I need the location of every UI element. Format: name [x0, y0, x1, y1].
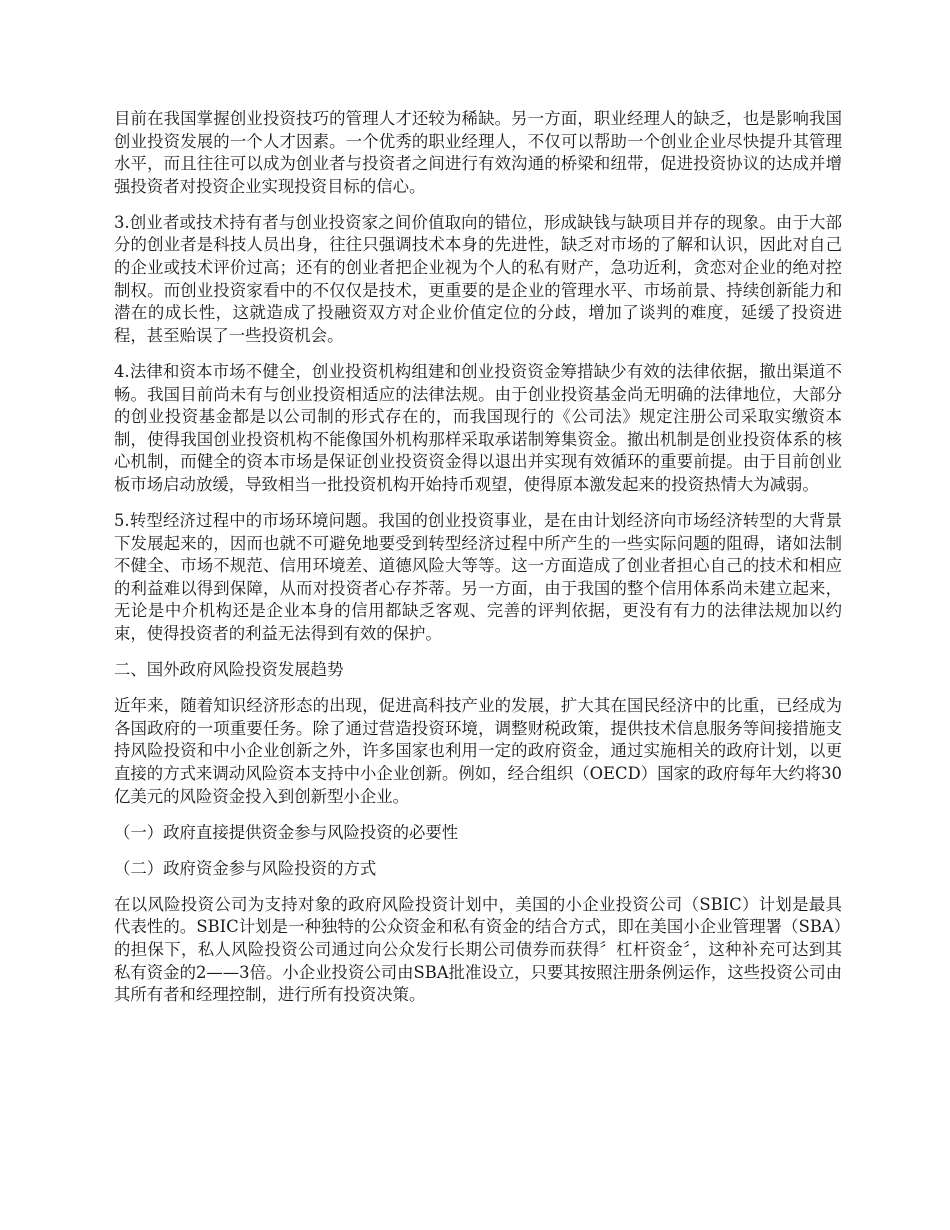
- subheading-methods: （二）政府资金参与风险投资的方式: [114, 858, 377, 878]
- paragraph-talent-shortage: 目前在我国掌握创业投资技巧的管理人才还较为稀缺。另一方面，职业经理人的缺乏，也是影响我国创业投资发展的一个人才因素。一个优秀的职业经理人，不仅可以帮助一个创业企业尽快提升其管理水平，而且往往可以成为创业者与投资者之间进行有效沟通的桥梁和纽带，促进投资协议的达成并增强投资者对投资企业实现投资目标的信心。: [114, 109, 842, 196]
- paragraph-sbic-program: 在以风险投资公司为支持对象的政府风险投资计划中，美国的小企业投资公司（SBIC）计划是最具代表性的。SBIC计划是一种独特的公众资金和私有资金的结合方式，即在美国小企业管理署（SBA）的担保下，私人风险投资公司通过向公众发行长期公司债券而获得〞杠杆资金〞，这种补充可达到其私有资金的2——3倍。小企业投资公司由SBA批准设立，只要其按照注册条例运作，这些投资公司由其所有者和经理控制，进行所有投资决策。: [114, 894, 842, 1005]
- subheading-necessity: （一）政府直接提供资金参与风险投资的必要性: [114, 822, 459, 842]
- paragraph-transition-economy: 5.转型经济过程中的市场环境问题。我国的创业投资事业，是在由计划经济向市场经济转型的大背景下发展起来的，因而也就不可避免地要受到转型经济过程中所产生的一些实际问题的阻碍，诸如法制不健全、市场不规范、信用环境差、道德风险大等等。这一方面造成了创业者担心自己的技术和相应的利益难以得到保障，从而对投资者心存芥蒂。另一方面，由于我国的整个信用体系尚未建立起来，无论是中介机构还是企业本身的信用都缺乏客观、完善的评判依据，更没有有力的法律法规加以约束，使得投资者的利益无法得到有效的保护。: [114, 511, 842, 643]
- paragraph-value-mismatch: 3.创业者或技术持有者与创业投资家之间价值取向的错位，形成缺钱与缺项目并存的现象。由于大部分的创业者是科技人员出身，往往只强调技术本身的先进性，缺乏对市场的了解和认识，因此对自己的企业或技术评价过高；还有的创业者把企业视为个人的私有财产，急功近利，贪恋对企业的绝对控制权。而创业投资家看中的不仅仅是技术，更重要的是企业的管理水平、市场前景、持续创新能力和潜在的成长性，这就造成了投融资双方对企业价值定位的分歧，增加了谈判的难度，延缓了投资进程，甚至贻误了一些投资机会。: [114, 212, 842, 345]
- section-heading: 二、国外政府风险投资发展趋势: [114, 660, 344, 680]
- paragraph-legal-capital-market: 4.法律和资本市场不健全，创业投资机构组建和创业投资资金筹措缺少有效的法律依据，撤出渠道不畅。我国目前尚未有与创业投资相适应的法律法规。由于创业投资基金尚无明确的法律地位，大部分的创业投资基金都是以公司制的形式存在的，而我国现行的《公司法》规定注册公司采取实缴资本制，使得我国创业投资机构不能像国外机构那样采取承诺制筹集资金。撤出机制是创业投资体系的核心机制，而健全的资本市场是保证创业投资资金得以退出并实现有效循环的重要前提。由于目前创业板市场启动放缓，导致相当一批投资机构开始持币观望，使得原本激发起来的投资热情大为减弱。: [114, 361, 842, 494]
- paragraph-foreign-trends: 近年来，随着知识经济形态的出现，促进高科技产业的发展，扩大其在国民经济中的比重，已经成为各国政府的一项重要任务。除了通过营造投资环境，调整财税政策，提供技术信息服务等间接措施支持风险投资和中小企业创新之外，许多国家也利用一定的政府资金，通过实施相关的政府计划，以更直接的方式来调动风险资本支持中小企业创新。例如，经合组织（OECD）国家的政府每年大约将30亿美元的风险资金投入到创新型小企业。: [114, 696, 842, 806]
- document-page: [114, 108, 842, 1020]
